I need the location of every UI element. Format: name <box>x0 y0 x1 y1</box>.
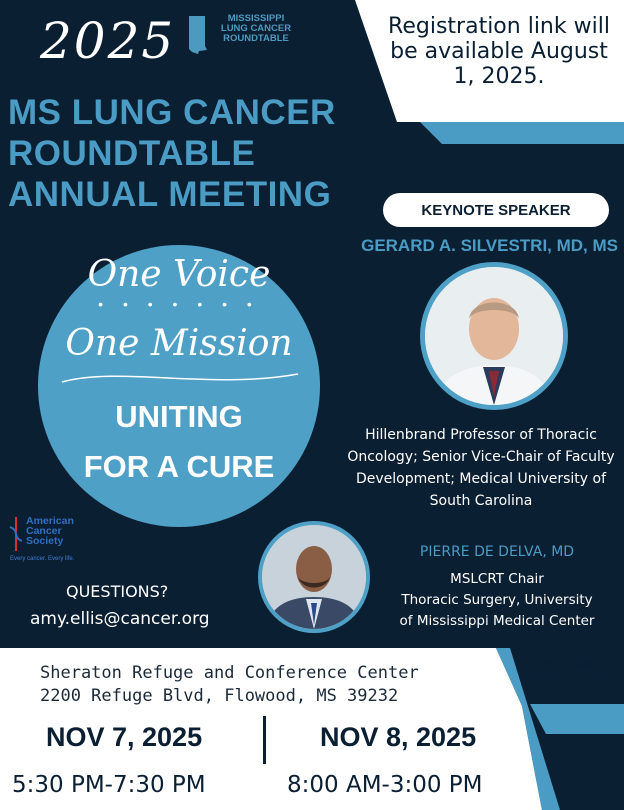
title-line-2: ROUNDTABLE <box>8 134 256 173</box>
keynote-speaker-photo <box>420 262 568 410</box>
chair-photo <box>258 521 370 633</box>
logo-line-1: MISSISSIPPI <box>227 13 285 24</box>
day-2-date: NOV 8, 2025 <box>320 722 477 752</box>
day-1-date: NOV 7, 2025 <box>46 722 203 752</box>
tagline-one-voice: One Voice <box>87 254 271 295</box>
tagline-one-mission: One Mission <box>65 323 293 364</box>
keynote-speaker-label: KEYNOTE SPEAKER <box>383 193 609 227</box>
chair-bio-line-1: MSLCRT Chair <box>450 571 544 587</box>
venue-address: 2200 Refuge Blvd, Flowood, MS 39232 <box>40 686 399 706</box>
accent-stripe <box>420 122 624 144</box>
keynote-speaker-name: GERARD A. SILVESTRI, MD, MS <box>361 236 618 255</box>
event-year: 2025 <box>40 12 176 70</box>
day-2-time: 8:00 AM-3:00 PM <box>287 772 483 798</box>
slogan <box>38 392 320 492</box>
questions-label: QUESTIONS? <box>66 582 169 601</box>
acs-line-2: Cancer <box>26 525 62 537</box>
keynote-speaker-bio: Hillenbrand Professor of Thoracic Oncology; Senior Vice-Chair of Faculty Development; Medical University of South Carolina <box>347 427 615 509</box>
venue <box>40 662 419 708</box>
schedule-divider <box>263 716 266 764</box>
ms-lung-cancer-roundtable-logo <box>188 14 358 60</box>
venue-name: Sheraton Refuge and Conference Center <box>40 663 419 683</box>
chair-name: PIERRE DE DELVA, MD <box>419 544 575 560</box>
cme-line-2: HOURS OFFERED <box>523 671 615 683</box>
chair-bio-line-3: of Mississippi Medical Center <box>399 613 595 629</box>
logo-line-3: ROUNDTABLE <box>223 33 289 44</box>
acs-caduceus-icon <box>8 517 24 551</box>
title-line-1: MS LUNG CANCER <box>8 93 336 132</box>
chair-bio-line-2: Thoracic Surgery, University <box>401 592 593 608</box>
cme-line-1: FREE CME <box>541 658 597 670</box>
event-title <box>8 92 388 215</box>
chair-bio <box>372 569 622 632</box>
contact-email[interactable]: amy.ellis@cancer.org <box>30 609 210 629</box>
acs-line-3: Society <box>26 535 64 547</box>
tagline-dots: • • • • • • • <box>98 296 260 312</box>
acs-line-1: American <box>26 515 74 527</box>
logo-line-2: LUNG CANCER <box>220 23 292 34</box>
day-1-time: 5:30 PM-7:30 PM <box>12 772 206 798</box>
american-cancer-society-logo <box>8 515 88 565</box>
swoosh-underline <box>60 368 300 390</box>
registration-notice: Registration link will be available August 1, 2025. <box>388 14 610 89</box>
slogan-line-1: UNITING <box>115 399 243 434</box>
free-cme-note <box>518 658 620 684</box>
acs-tagline: Every cancer. Every life. <box>10 556 75 562</box>
asterisk-icon: ✱ <box>514 652 530 672</box>
title-line-3: ANNUAL MEETING <box>8 175 332 214</box>
slogan-line-2: FOR A CURE <box>83 449 275 484</box>
mississippi-state-icon <box>188 16 208 54</box>
